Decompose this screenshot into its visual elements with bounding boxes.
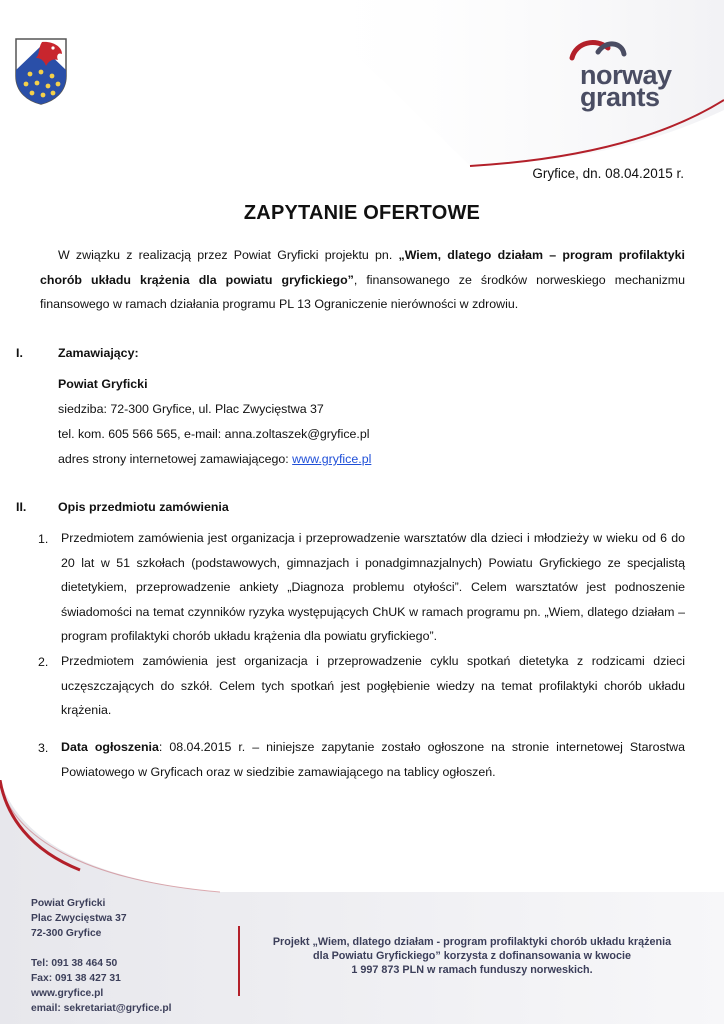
norway-logo-line1: norway (580, 60, 672, 90)
orderer-website-line (58, 452, 371, 466)
footer-fax: Fax: 091 38 427 31 (31, 973, 121, 984)
orderer-contact: tel. kom. 605 566 565, e-mail: anna.zoltaszek@gryfice.pl (58, 427, 370, 441)
list-item-text: : 08.04.2015 r. – niniejsze zapytanie zostało ogłoszone na stronie internetowej Starostwa Powiatowego w Gryficach oraz w siedzibie zamawiającego na tablicy ogłoszeń. (61, 740, 686, 779)
powiat-crest-icon (12, 36, 70, 106)
intro-text-2: , finansowanego ze środków norweskiego mechanizmu finansowego w ramach działania programu PL 13 Ograniczenie nierówności w zdrowiu. (40, 272, 685, 311)
website-label: adres strony internetowej zamawiającego: (58, 452, 293, 466)
orderer-name: Powiat Gryficki (58, 377, 148, 391)
footer-spacer (31, 941, 172, 956)
footer-project-line: Projekt „Wiem, dlatego działam - program profilaktyki chorób układu krążenia (272, 936, 672, 948)
orderer-address: siedziba: 72-300 Gryfice, ul. Plac Zwycięstwa 37 (58, 402, 324, 416)
list-item-number: 3. (38, 741, 49, 755)
intro-paragraph (40, 243, 685, 317)
footer-email[interactable]: email: sekretariat@gryfice.pl (31, 1003, 172, 1014)
section-2-number: II. (16, 500, 27, 514)
footer-project-line: dla Powiatu Gryfickiego” korzysta z dofinansowania w kwocie (313, 950, 631, 962)
section-1-number: I. (16, 346, 23, 360)
footer-website[interactable]: www.gryfice.pl (31, 988, 104, 999)
website-link[interactable]: www.gryfice.pl (292, 452, 372, 466)
document-title: ZAPYTANIE OFERTOWE (243, 202, 481, 224)
norway-grants-logo (562, 36, 692, 116)
norway-logo-line2: grants (580, 82, 660, 112)
list-item (61, 735, 685, 784)
footer-project-info (252, 935, 692, 977)
footer-phone: Tel: 091 38 464 50 (31, 958, 118, 969)
list-item-text: Przedmiotem zamówienia jest organizacja i przeprowadzenie cyklu spotkań dietetyka z rodzicami dzieci uczęszczających do szkół. Celem tych spotkań jest pogłębienie wiedzy na temat profilaktyki chorób układu krążenia. (61, 654, 685, 717)
footer-divider (238, 926, 240, 996)
section-1-heading: Zamawiający: (58, 346, 139, 360)
intro-text-1: W związku z realizacją przez Powiat Gryficki projektu pn. (58, 248, 399, 262)
list-item-number: 2. (38, 655, 49, 669)
footer-line: Plac Zwycięstwa 37 (31, 913, 127, 924)
section-2-heading: Opis przedmiotu zamówienia (58, 500, 229, 514)
list-item-text: Przedmiotem zamówienia jest organizacja i przeprowadzenie warsztatów dla dzieci i młodzieży w wieku od 6 do 20 lat w 51 szkołach (podstawowych, gimnazjach i ponadgimnazjalnych) Powiatu Gryfickiego ze specjalistą dietetykiem, przeprowadzenie ankiety „Diagnoza problemu otyłości”. Celem warsztatów jest podnoszenie świadomości na temat czynników ryzyka występujących ChUK w ramach programu pn. „Wiem, dlatego działam – program profilaktyki chorób układu krążenia dla powiatu gryfickiego”. (61, 531, 685, 643)
announcement-date-label: Data ogłoszenia (61, 740, 159, 754)
footer-contact (31, 896, 172, 1016)
date-line: Gryfice, dn. 08.04.2015 r. (532, 166, 684, 181)
list-item-number: 1. (38, 532, 49, 546)
footer-line: Powiat Gryficki (31, 898, 106, 909)
footer-line: 72-300 Gryfice (31, 928, 102, 939)
intro-project-name: „Wiem, dlatego działam – program profilaktyki chorób układu krążenia dla powiatu gryfickiego” (40, 248, 686, 287)
footer-project-line: 1 997 873 PLN w ramach funduszy norweskich. (351, 964, 593, 976)
